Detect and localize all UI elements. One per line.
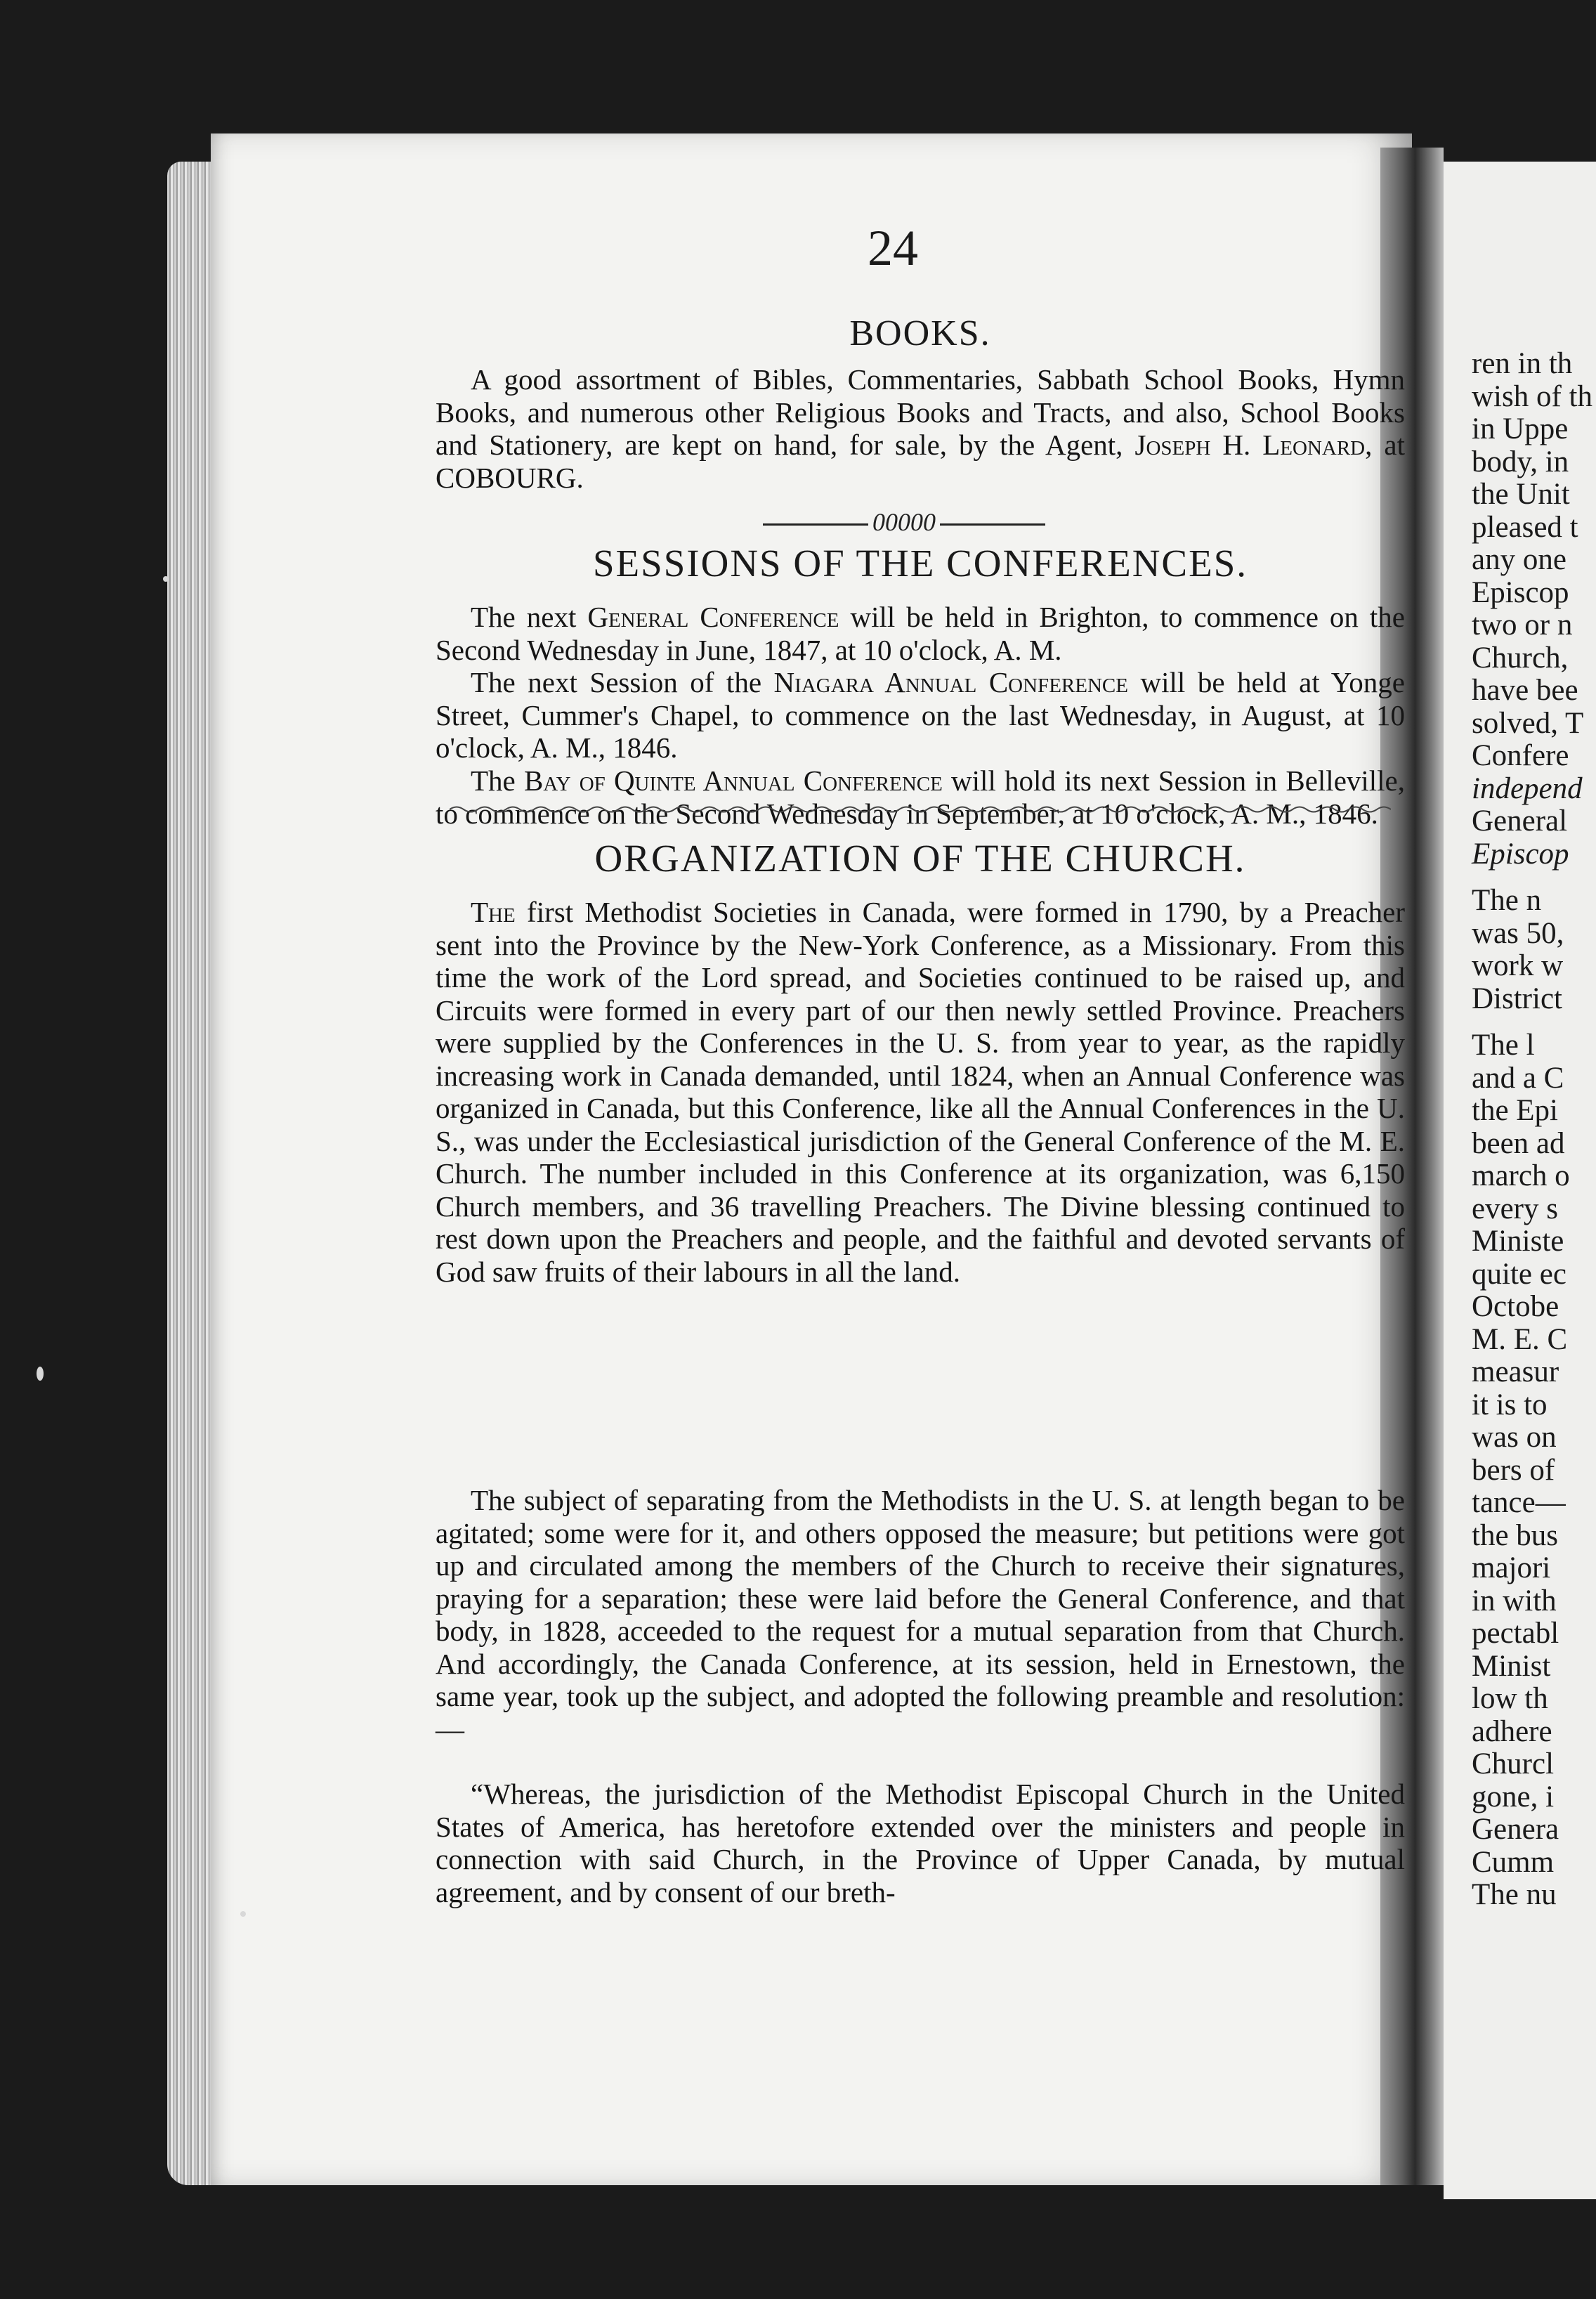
right-page-line: adhere [1472,1714,1552,1748]
organization-paragraph-2: The subject of separating from the Methodists in the U. S. at length began to be agitated; some were for it, and others opposed the measure; but petitions were got up and circulated among the members of the Church to receive their signatures, praying for a separation; these were laid before the General Conference, and that body, in 1828, acceeded to the request for a mutual separation from that Church. And accordingly, the Canada Conference, at its session, held in Ernestown, the same year, took up the subject, and adopted the following preamble and resolution:— [436,1484,1405,1745]
right-page-line: The nu [1472,1878,1557,1911]
right-page-line: Confere [1472,739,1569,772]
right-page-line: measur [1472,1355,1559,1388]
right-page-line: bers of [1472,1453,1555,1487]
books-paragraph [436,363,1405,494]
books-text-before: A good assortment of Bibles, Commentaries, Sabbath School Books, Hymn Books, and numerous other Religious Books and Tracts, and also, School Books and Stationery, are kept on hand, for sale, by the Agent, [436,363,1405,461]
right-page-line: in with [1472,1584,1557,1617]
speck [37,1367,44,1381]
speck [163,576,169,582]
right-page-line: independ [1472,771,1583,805]
right-page-line: march o [1472,1159,1570,1192]
organization-heading: ORGANIZATION OF THE CHURCH. [594,837,1246,880]
right-page-line: two or n [1472,608,1573,641]
right-page-line: Ministe [1472,1225,1564,1258]
right-page-line: the bus [1472,1518,1559,1552]
right-page-line: every s [1472,1192,1558,1225]
right-page-line: body, in [1472,445,1569,478]
right-page-line: majori [1472,1551,1551,1584]
niagara-conference-name: Niagara Annual Conference [773,666,1128,698]
right-page-line: quite ec [1472,1257,1566,1291]
right-page-line: any one [1472,543,1566,576]
right-page-line: District [1472,982,1562,1015]
right-page-line: pectabl [1472,1617,1559,1650]
right-page-line: Octobe [1472,1290,1559,1323]
right-page-line: M. E. C [1472,1322,1568,1356]
right-page-line: solved, T [1472,706,1584,740]
wavy-rule [450,805,1391,814]
sessions-p1-details: will be held in Brighton, to commence on the Second Wednesday in June, 1847, at 10 o'clock, A. M. [436,601,1406,666]
organization-paragraph-1 [436,896,1405,1288]
right-page-line: work w [1472,949,1564,982]
right-page-line: The n [1472,884,1542,917]
right-page-line: was 50, [1472,916,1564,950]
right-page-line: The l [1472,1029,1535,1062]
sessions-general-paragraph [436,601,1405,666]
general-conference-name: General Conference [587,601,839,633]
right-page-line: ren in th [1472,347,1573,380]
right-page-line: in Uppe [1472,412,1569,445]
sessions-heading: SESSIONS OF THE CONFERENCES. [592,542,1248,585]
right-page-line: been ad [1472,1126,1565,1160]
right-page-line: low th [1472,1682,1548,1715]
right-page-line: Cumm [1472,1845,1555,1879]
books-heading: BOOKS. [849,313,991,353]
sessions-p2-details: will be held at Yonge Street, Cummer's Chapel, to commence on the last Wednesday, in August, at 10 o'clock, A. M., 1846. [436,666,1405,764]
organization-p1-lead: The [471,896,516,928]
right-page-line: have bee [1472,674,1578,707]
right-page-line: tance— [1472,1486,1566,1519]
right-page-line: gone, i [1472,1780,1555,1813]
right-page-line: wish of th [1472,379,1592,413]
sessions-quinte-paragraph [436,764,1405,830]
right-page-line: the Unit [1472,478,1570,511]
right-page-line: the Epi [1472,1094,1558,1127]
sessions-niagara-paragraph [436,666,1405,764]
right-page-line: Episcop [1472,837,1569,871]
speck [240,1911,246,1917]
organization-p1-text: first Methodist Societies in Canada, were formed in 1790, by a Preacher sent into the Province by the New-York Conference, as a Missionary. From this time the work of the Lord spread, and Societies continued to be raised up, and Circuits were formed in every part of our then newly settled Province. Preachers were supplied by the Conferences in the U. S. from year to year, as the rapidly increasing work in Canada demanded, until 1824, when an Annual Conference was organized in Canada, but this Conference, like all the Annual Conferences in the U. S., was under the Ecclesiastical jurisdiction of the General Conference of the M. E. Church. The number included in this Conference at its organization, was 6,150 Church members, and 36 travelling Preachers. The Divine blessing continued to rest down upon the Preachers and people, and the faithful and devoted servants of God saw fruits of their labours in all the land. [436,896,1405,1288]
organization-quote-paragraph: “Whereas, the jurisdiction of the Methodist Episcopal Church in the United States of America, has heretofore extended over the ministers and people in connection with said Church, in the Province of Upper Canada, by mutual agreement, and by consent of our breth- [436,1778,1405,1908]
right-page-line: and a C [1472,1061,1564,1095]
books-agent-name: Joseph H. Leonard [1134,429,1366,461]
sessions-p3-text: The [471,764,524,797]
right-page-line: pleased t [1472,510,1578,544]
right-page-line: Genera [1472,1813,1559,1846]
right-page-line: General [1472,805,1568,838]
right-page-line: it is to [1472,1388,1548,1421]
right-page-line: Church, [1472,641,1569,675]
right-page-line: Episcop [1472,575,1569,609]
sessions-p2-text: The next Session of the [471,666,774,698]
sessions-p3-details: will hold its next Session in Belleville, to commence on the Second Wednesday in September, at 10 o'clock, A. M., 1846. [436,764,1406,830]
right-page-line: was on [1472,1421,1557,1454]
right-page-line: Minist [1472,1649,1551,1683]
section-divider: 00000 [759,507,1049,537]
quinte-conference-name: Bay of Quinte Annual Conference [523,764,943,797]
page-number: 24 [868,220,918,276]
books-text-after: , at COBOURG. [436,429,1406,494]
right-page [1444,162,1596,2199]
right-page-line: Churcl [1472,1747,1555,1780]
sessions-p1-text: The next [471,601,588,633]
